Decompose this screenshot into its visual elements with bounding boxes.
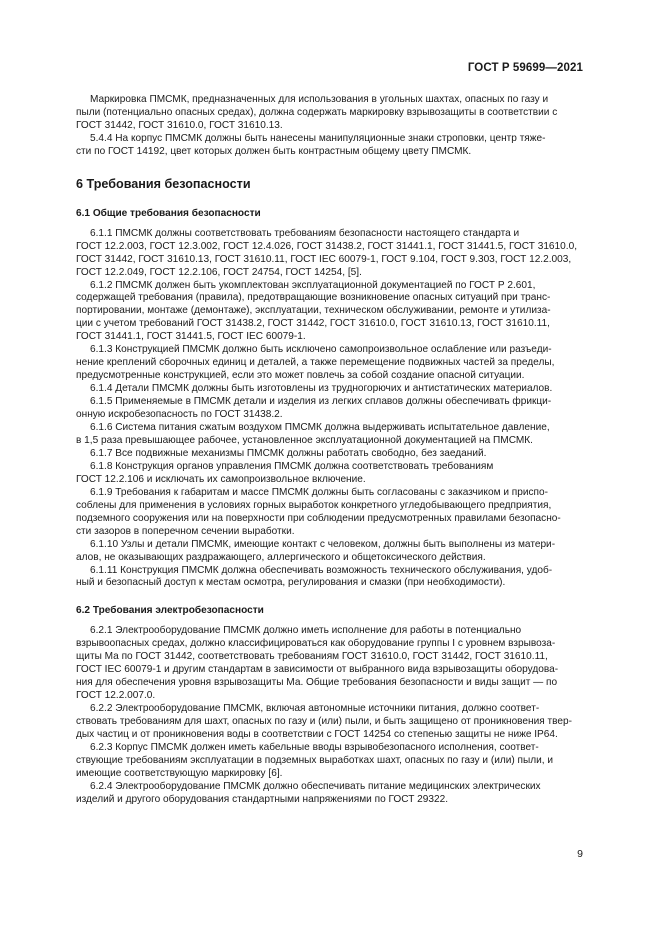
paragraph-6-2-4: 6.2.4 Электрооборудование ПМСМК должно обеспечивать питание медицинских электрических изделий и другого оборудования стандартными напряжениями по ГОСТ 29322. [76, 780, 541, 805]
paragraph-6-1-2: 6.1.2 ПМСМК должен быть укомплектован эксплуатационной документацией по ГОСТ Р 2.601, содержащей требования (правила), предотвращающие возникновение опасных ситуаций при транс- портировании, монтаже (демонтаже), эксплуатации, техническом обслуживании, ремонте и утилиза- ции с учетом требований ГОСТ 31438.2, ГОСТ 31442, ГОСТ 31610.0, ГОСТ 31610.13, ГОСТ 31610.11, ГОСТ 31441.1, ГОСТ 31441.5, ГОСТ IEC 60079-1. [76, 279, 551, 343]
paragraph-marking: Маркировка ПМСМК, предназначенных для использования в угольных шахтах, опасных по газу и пыли (потенциально опасных средах), должна содержать маркировку взрывозащиты в соответствии с ГОСТ 31442, ГОСТ 31610.0, ГОСТ 31610.13. [76, 94, 558, 131]
paragraph-6-2-2: 6.2.2 Электрооборудование ПМСМК, включая автономные источники питания, должно соответ- ствовать требованиям для шахт, опасных по газу и (или) пыли, и быть защищено от проникновения твер- дых частиц и от проникновения воды в соответствии с ГОСТ 14254 со степенью защиты не ниже IP64. [76, 703, 572, 740]
paragraph-6-1-10: 6.1.10 Узлы и детали ПМСМК, имеющие контакт с человеком, должны быть выполнены из матери- алов, не оказывающих раздражающего, аллергического и общетоксического действия. [76, 538, 556, 563]
page-content [76, 94, 584, 807]
paragraph-6-1-9: 6.1.9 Требования к габаритам и массе ПМСМК должны быть согласованы с заказчиком и приспо- соблены для применения в условиях горных выработок конкретного угледобывающего предприятия, подземного сооружения или на поверхности при соблюдении предусмотренных правилами безопасно- сти зазоров в поперечном сечении выработки. [76, 486, 561, 537]
paragraph-6-2-3: 6.2.3 Корпус ПМСМК должен иметь кабельные вводы взрывобезопасного исполнения, соответ- ствующие требованиям эксплуатации в подземных выработках шахт, опасных по газу и (или) пыли, и имеющие соответствующую маркировку [6]. [76, 741, 554, 779]
section-6-title: 6 Требования безопасности [76, 176, 251, 191]
section-6-1-title: 6.1 Общие требования безопасности [76, 207, 261, 219]
paragraph-6-1-4: 6.1.4 Детали ПМСМК должны быть изготовлены из трудногорючих и антистатических материалов. [90, 383, 553, 395]
paragraph-6-1-7: 6.1.7 Все подвижные механизмы ПМСМК должны работать свободно, без заеданий. [90, 447, 487, 459]
section-6-2-title: 6.2 Требования электробезопасности [76, 605, 264, 617]
page-number: 9 [577, 848, 583, 860]
paragraph-6-1-3: 6.1.3 Конструкцией ПМСМК должно быть исключено самопроизвольное ослабление или разъеди- нение креплений сборочных единиц и деталей, а также перемещение подвижных частей за пределы, предусмотренные конструкцией, если это может повлечь за собой создание опасной ситуации. [76, 344, 555, 382]
paragraph-6-1-11: 6.1.11 Конструкция ПМСМК должна обеспечивать возможность технического обслуживания, удоб- ный и безопасный доступ к местам осмотра, регулирования и смазки (при необходимости). [76, 564, 553, 589]
document-code: ГОСТ Р 59699—2021 [467, 62, 583, 74]
paragraph-6-1-8: 6.1.8 Конструкция органов управления ПМСМК должна соответствовать требованиям ГОСТ 12.2.106 и исключать их самопроизвольное включение. [76, 460, 494, 485]
paragraph-6-1-6: 6.1.6 Система питания сжатым воздухом ПМСМК должна выдерживать испытательное давление, в 1,5 раза превышающее рабочее, установленное эксплуатационной документацией на ПМСМК. [76, 422, 550, 446]
paragraph-5-4-4: 5.4.4 На корпус ПМСМК должны быть нанесены манипуляционные знаки строповки, центр тяже- сти по ГОСТ 14192, цвет которых должен быть контрастным общему цвету ПМСМК. [76, 132, 546, 157]
paragraph-6-1-1: 6.1.1 ПМСМК должны соответствовать требованиям безопасности настоящего стандарта и ГОСТ 12.2.003, ГОСТ 12.3.002, ГОСТ 12.4.026, ГОСТ 31438.2, ГОСТ 31441.1, ГОСТ 31441.5, ГОСТ 31610.0, ГОСТ 31442, ГОСТ 31610.13, ГОСТ 31610.11, ГОСТ IEC 60079-1, ГОСТ 9.104, ГОСТ 9.303, ГОСТ 12.2.003, ГОСТ 12.2.049, ГОСТ 12.2.106, ГОСТ 24754, ГОСТ 14254, [5]. [76, 227, 577, 278]
paragraph-6-1-5: 6.1.5 Применяемые в ПМСМК детали и изделия из легких сплавов должны обеспечивать фрикци- онную искробезопасность по ГОСТ 31438.2. [76, 396, 552, 421]
paragraph-6-2-1: 6.2.1 Электрооборудование ПМСМК должно иметь исполнение для работы в потенциально взрывоопасных средах, должно классифицироваться как оборудование группы I с уровнем взрывоза- щиты Ма по ГОСТ 31442, соответствовать требованиям ГОСТ 31610.0, ГОСТ 31442, ГОСТ 31610.11, ГОСТ IEC 60079-1 и другим стандартам в зависимости от выбранного вида взрывозащиты оборудова- ния для обеспечения уровня взрывозащиты Ма. Общие требования безопасности и виды защит — по ГОСТ 12.2.007.0. [76, 625, 559, 702]
